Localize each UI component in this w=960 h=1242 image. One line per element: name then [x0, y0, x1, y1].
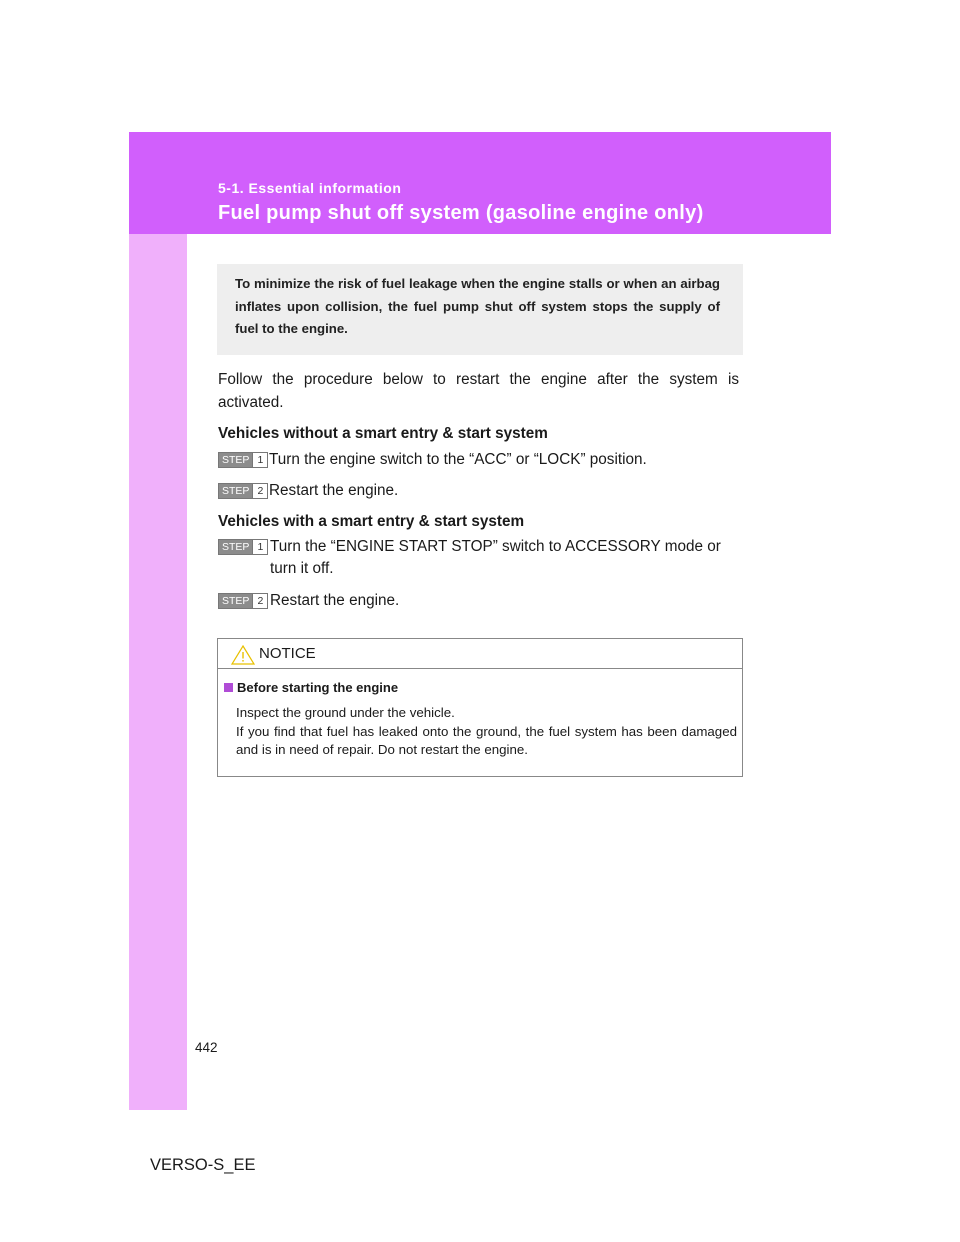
notice-line: Inspect the ground under the vehicle.	[236, 705, 455, 720]
page-number: 442	[195, 1040, 218, 1055]
step-badge: STEP 1	[218, 539, 268, 555]
step-badge: STEP 1	[218, 452, 268, 468]
heading-without-smart-entry: Vehicles without a smart entry & start system	[218, 425, 548, 442]
step-text: Restart the engine.	[270, 592, 400, 609]
step-badge: STEP 2	[218, 593, 268, 609]
step-badge: STEP 2	[218, 483, 268, 499]
step-text: Restart the engine.	[269, 482, 399, 499]
warning-triangle-icon	[231, 645, 255, 665]
notice-body	[236, 704, 737, 760]
notice-title: NOTICE	[259, 645, 316, 662]
section-label: 5-1. Essential information	[218, 180, 402, 196]
heading-with-smart-entry: Vehicles with a smart entry & start system	[218, 513, 525, 530]
page-title: Fuel pump shut off system (gasoline engine only)	[218, 202, 704, 224]
footer-code: VERSO-S_EE	[150, 1156, 256, 1174]
notice-box	[217, 638, 743, 777]
notice-line: If you find that fuel has leaked onto the ground, the fuel system has been damaged and is in need of repair. Do not restart the engine.	[236, 723, 737, 757]
notice-heading: Before starting the engine	[224, 680, 398, 695]
intro-box	[217, 264, 743, 355]
square-bullet-icon	[224, 683, 233, 692]
intro-text: To minimize the risk of fuel leakage when the engine stalls or when an airbag inflates upon collision, the fuel pump shut off system stops the supply of fuel to the engine.	[235, 276, 720, 336]
side-band	[129, 132, 187, 1110]
procedure-paragraph: Follow the procedure below to restart the engine after the system is activated.	[218, 371, 739, 411]
notice-header	[218, 639, 742, 669]
step-text: Turn the engine switch to the “ACC” or “LOCK” position.	[269, 451, 647, 468]
step-text: Turn the “ENGINE START STOP” switch to ACCESSORY mode or turn it off.	[270, 538, 721, 577]
